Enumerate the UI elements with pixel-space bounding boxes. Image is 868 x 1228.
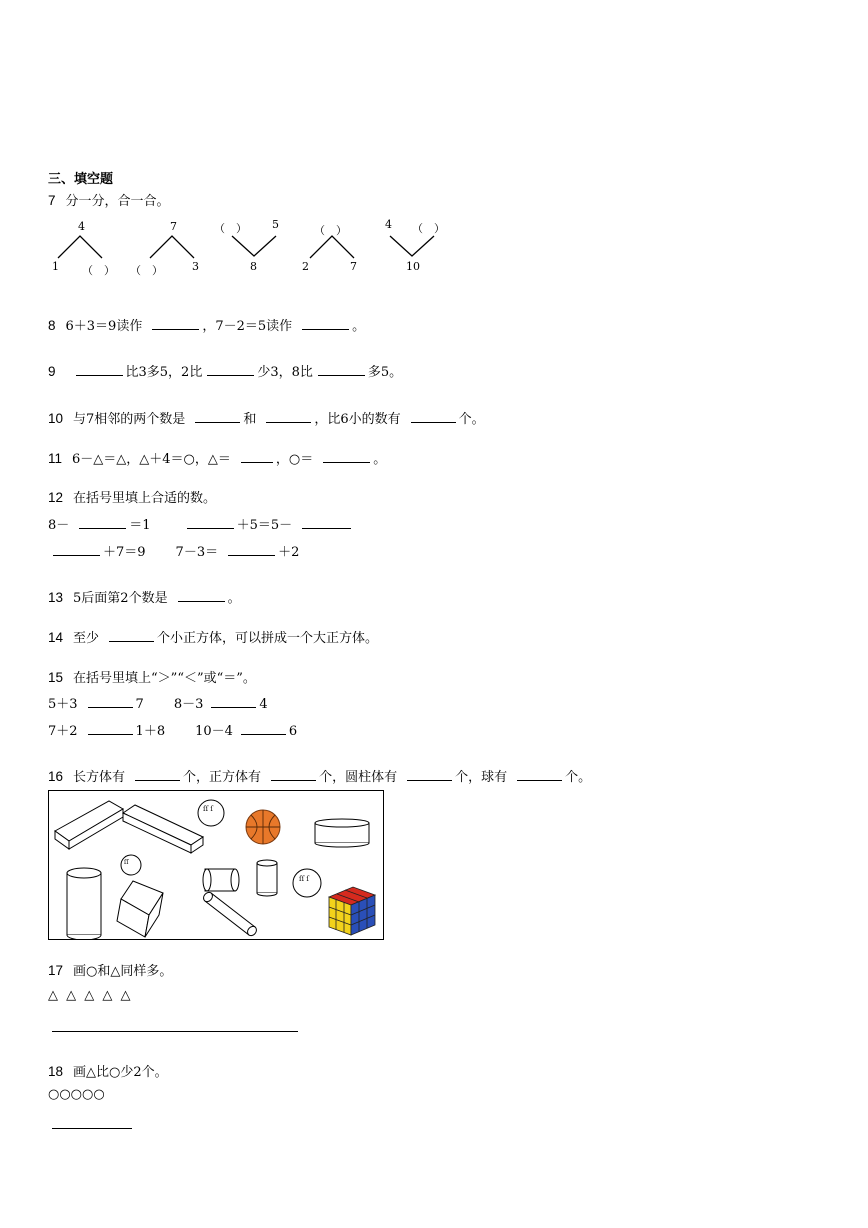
number-tree-1: 4 1 （ ） xyxy=(52,220,115,277)
question-11: 11 6－△＝△，△＋4＝○，△＝ ，○＝ 。 xyxy=(48,451,387,467)
section-title: 三、填空题 xyxy=(48,172,114,187)
answer-blank[interactable] xyxy=(88,722,133,735)
drawing-line[interactable] xyxy=(52,1128,132,1129)
question-12-row-2: ＋7＝9 7－3＝ ＋2 xyxy=(48,541,299,560)
question-14: 14 至少 个小正方体，可以拼成一个大正方体。 xyxy=(48,630,379,646)
solids-illustration xyxy=(49,791,383,939)
svg-text:ſſ: ſſ xyxy=(124,859,129,866)
answer-blank[interactable] xyxy=(152,317,199,330)
svg-text:ſſ ſ: ſſ ſ xyxy=(203,805,213,813)
ball-shape xyxy=(198,800,224,826)
cube-shape xyxy=(117,881,163,937)
cuboid-shape xyxy=(55,801,123,849)
answer-blank[interactable] xyxy=(53,543,100,556)
number-tree-3: （ ） 5 8 xyxy=(214,218,279,273)
cylinder-shape xyxy=(67,868,101,939)
cylinder-shape xyxy=(203,869,239,891)
basketball-shape xyxy=(246,810,280,844)
rubiks-cube-shape xyxy=(329,887,375,935)
number-tree-5: 4 （ ） 10 xyxy=(385,218,445,273)
question-10: 10 与7相邻的两个数是 和 ，比6小的数有 个。 xyxy=(48,411,485,427)
answer-blank[interactable] xyxy=(109,629,154,642)
drawing-line[interactable] xyxy=(52,1031,298,1032)
answer-blank[interactable] xyxy=(271,768,316,781)
answer-blank[interactable] xyxy=(241,450,273,463)
answer-blank[interactable] xyxy=(187,516,234,529)
cylinder-shape xyxy=(202,891,259,938)
question-8: 8 6＋3＝9读作 ，7－2＝5读作 。 xyxy=(48,318,366,334)
triangle-row: △ △ △ △ △ xyxy=(48,988,133,1003)
question-7 xyxy=(48,190,170,209)
question-16: 16 长方体有 个，正方体有 个，圆柱体有 个，球有 个。 xyxy=(48,769,592,785)
answer-blank[interactable] xyxy=(411,410,456,423)
cuboid-shape xyxy=(123,805,203,853)
answer-blank[interactable] xyxy=(241,722,286,735)
question-number: 7 xyxy=(48,193,56,208)
ball-shape xyxy=(121,855,141,875)
cylinder-shape xyxy=(315,819,369,847)
answer-blank[interactable] xyxy=(228,543,275,556)
answer-blank[interactable] xyxy=(517,768,562,781)
answer-blank[interactable] xyxy=(207,363,254,376)
question-9: 9 比3多5，2比 少3，8比 多5。 xyxy=(48,364,403,380)
answer-blank[interactable] xyxy=(302,317,349,330)
question-18: 18 画△比○少2个。 xyxy=(48,1064,168,1080)
answer-blank[interactable] xyxy=(318,363,365,376)
answer-blank[interactable] xyxy=(135,768,180,781)
question-12: 12 在括号里填上合适的数。 xyxy=(48,490,217,506)
cylinder-shape xyxy=(257,860,277,896)
answer-blank[interactable] xyxy=(211,695,256,708)
answer-blank[interactable] xyxy=(79,516,126,529)
answer-blank[interactable] xyxy=(178,589,225,602)
answer-blank[interactable] xyxy=(76,363,123,376)
svg-text:ſſ ſ: ſſ ſ xyxy=(299,875,309,883)
answer-blank[interactable] xyxy=(195,410,240,423)
question-text: 分一分，合一合。 xyxy=(65,194,170,209)
answer-blank[interactable] xyxy=(323,450,370,463)
ball-shape xyxy=(293,869,321,897)
answer-blank[interactable] xyxy=(266,410,311,423)
answer-blank[interactable] xyxy=(88,695,133,708)
question-13: 13 5后面第2个数是 。 xyxy=(48,590,241,606)
circle-row: ○○○○○ xyxy=(48,1087,105,1102)
answer-blank[interactable] xyxy=(407,768,452,781)
question-15: 15 在括号里填上“＞”“＜”或“＝”。 xyxy=(48,670,256,686)
number-tree-4: （ ） 2 7 xyxy=(302,224,357,273)
number-tree-2: 7 （ ） 3 xyxy=(130,220,199,277)
answer-blank[interactable] xyxy=(302,516,351,529)
question-12-row-1: 8－ ＝1 ＋5＝5－ xyxy=(48,514,354,533)
solids-figure xyxy=(48,790,384,940)
question-15-row-1: 5＋3 7 8－3 4 xyxy=(48,697,268,712)
question-15-row-2: 7＋2 1＋8 10－4 6 xyxy=(48,724,298,739)
question-17: 17 画○和△同样多。 xyxy=(48,963,173,979)
